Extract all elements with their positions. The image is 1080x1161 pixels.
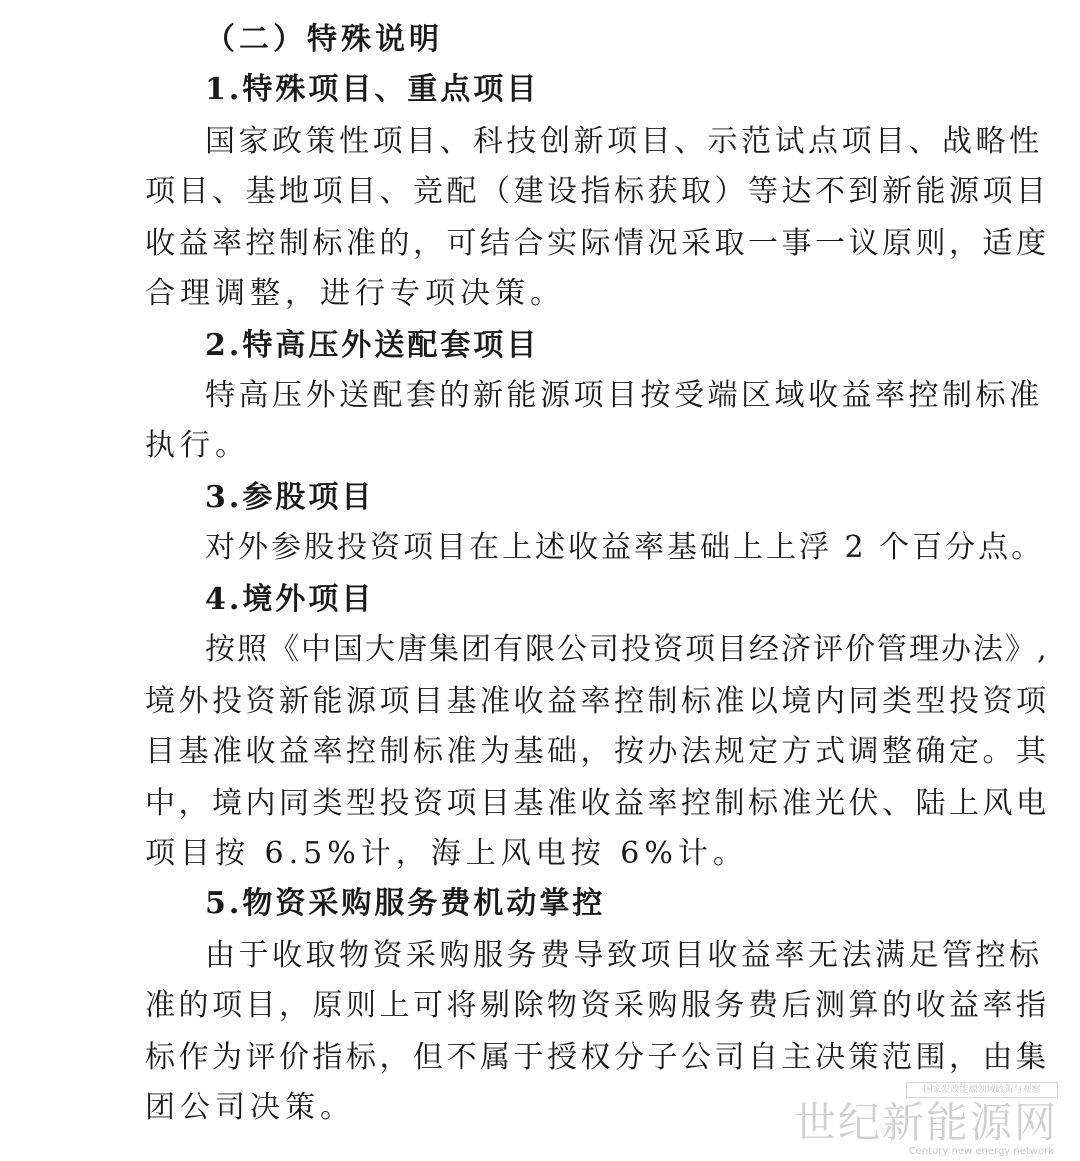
item-1-heading: 1.特殊项目、重点项目 (205, 72, 540, 107)
item-5-heading: 5.物资采购服务费机动掌控 (205, 886, 606, 921)
item-2-heading: 2.特高压外送配套项目 (205, 328, 540, 363)
section-title: （二）特殊说明 (205, 22, 443, 57)
watermark-subtitle: Century new energy network (908, 1146, 1054, 1157)
item-5-line-1: 由于收取物资采购服务费导致项目收益率无法满足管控标 (205, 938, 1043, 973)
item-2-line-1: 特高压外送配套的新能源项目按受端区域收益率控制标准 (205, 378, 1043, 413)
watermark-logo-text: 世纪新能源网 (793, 1098, 1058, 1147)
item-1-line-3: 收益率控制标准的，可结合实际情况采取一事一议原则，适度 (145, 226, 1050, 261)
item-1-line-2: 项目、基地项目、竞配（建设指标获取）等达不到新能源项目 (145, 174, 1050, 209)
item-5-line-3: 标作为评价指标，但不属于授权分子公司自主决策范围，由集 (145, 1040, 1050, 1075)
item-4-line-5: 项目按 6.5%计，海上风电按 6%计。 (145, 836, 748, 871)
item-5-line-4: 团公司决策。 (145, 1090, 355, 1125)
item-2-line-2: 执行。 (145, 428, 250, 463)
item-4-line-3: 目基准收益率控制标准为基础，按办法规定方式调整确定。其 (145, 734, 1050, 769)
item-3-line-1: 对外参股投资项目在上述收益率基础上上浮 2 个百分点。 (205, 530, 1045, 565)
item-4-line-4: 中，境内同类型投资项目基准收益率控制标准光伏、陆上风电 (145, 786, 1050, 821)
item-4-line-2: 境外投资新能源项目基准收益率控制标准以境内同类型投资项 (145, 684, 1050, 719)
item-1-line-1: 国家政策性项目、科技创新项目、示范试点项目、战略性 (205, 124, 1043, 159)
item-5-line-2: 准的项目，原则上可将剔除物资采购服务费后测算的收益率指 (145, 988, 1050, 1023)
watermark-top-text: 国家发改能源领域政策与观察 (906, 1082, 1058, 1098)
item-1-line-4: 合理调整，进行专项决策。 (145, 276, 565, 311)
item-4-heading: 4.境外项目 (205, 582, 375, 617)
item-4-line-1: 按照《中国大唐集团有限公司投资项目经济评价管理办法》, (205, 632, 1049, 667)
item-3-heading: 3.参股项目 (205, 480, 375, 515)
watermark (793, 1082, 1058, 1158)
